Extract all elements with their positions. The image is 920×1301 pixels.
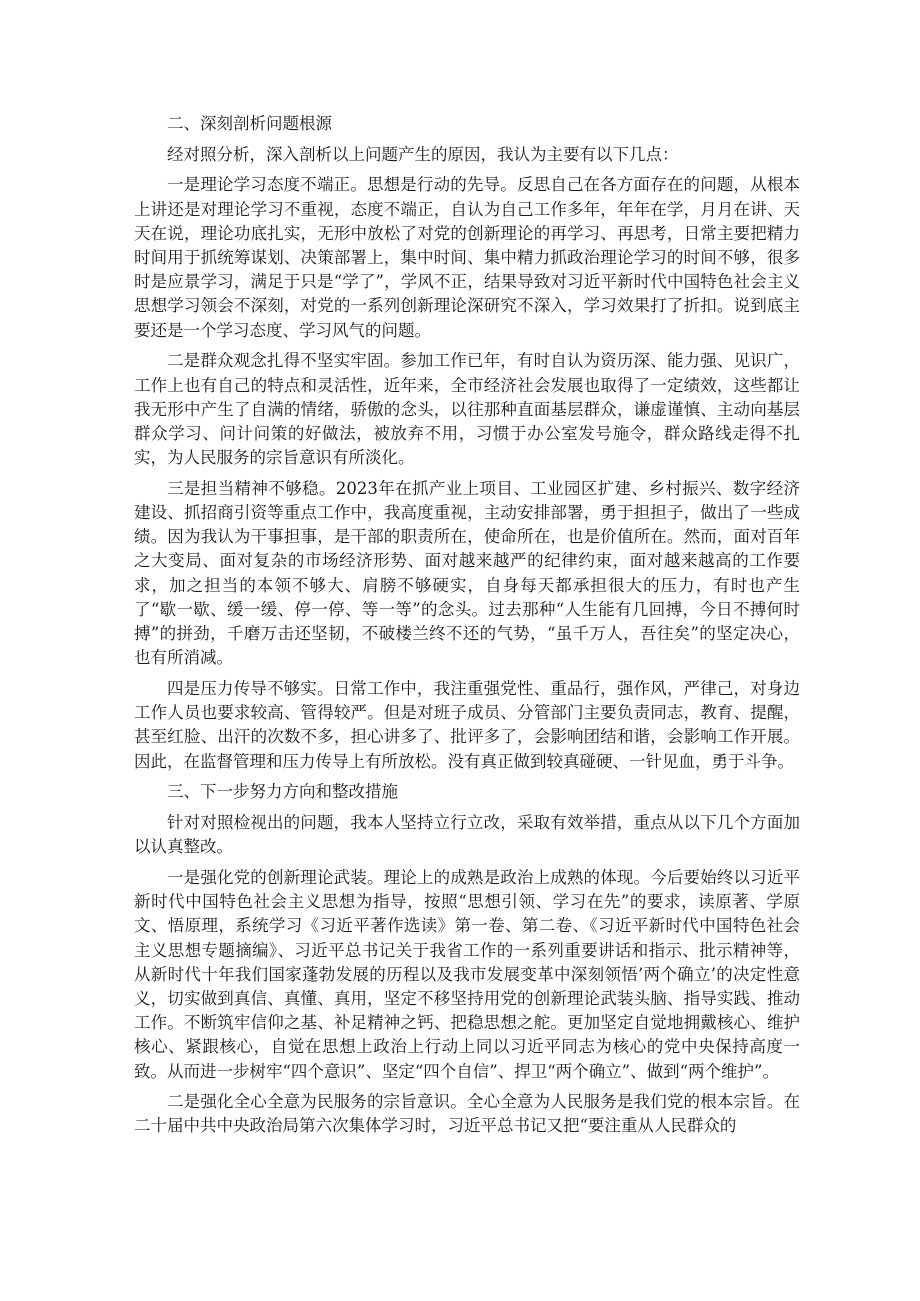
paragraph-cause-2: 二是群众观念扎得不坚实牢固。参加工作已年，有时自认为资历深、能力强、见识广，工作上也有自己的特点和灵活性，近年来，全市经济社会发展也取得了一定绩效，这些都让我无形中产生了自满的情绪，骄傲的念头，以往那种直面基层群众，谦虚谨慎、主动向基层群众学习、问计问策的好做法，被放弃不用，习惯于办公室发号施令，群众路线走得不扎实，为人民服务的宗旨意识有所淡化。 (134, 351, 800, 468)
section-heading-3: 三、下一步努力方向和整改措施 (167, 782, 398, 802)
section-heading-2: 二、深刻剖析问题根源 (167, 114, 332, 133)
paragraph-cause-4: 四是压力传导不够实。日常工作中，我注重强党性、重品行，强作风，严律己，对身边工作人员也要求较高、管得较严。但是对班子成员、分管部门主要负责同志，教育、提醒，甚至红脸、出汗的次数不多，担心讲多了、批评多了，会影响团结和谐，会影响工作开展。因此，在监督管理和压力传导上有所放松。没有真正做到较真碰硬、一针见血，勇于斗争。 (134, 678, 800, 771)
document-body (134, 112, 800, 1145)
paragraph-measures-intro: 针对对照检视出的问题，我本人坚持立行立改，采取有效举措，重点从以下几个方面加以认真整改。 (134, 812, 800, 857)
paragraph-intro: 经对照分析，深入剖析以上问题产生的原因，我认为主要有以下几点： (167, 144, 679, 164)
paragraph-cause-1: 一是理论学习态度不端正。思想是行动的先导。反思自己在各方面存在的问题，从根本上讲还是对理论学习不重视，态度不端正，自认为自己工作多年，年年在学，月月在讲、天天在说，理论功底扎实，无形中放松了对党的创新理论的再学习、再思考，日常主要把精力时间用于抓统筹谋划、决策部署上，集中时间、集中精力抓政治理论学习的时间不够，很多时是应景学习，满足于只是“学了”，学风不正，结果导致对习近平新时代中国特色社会主义思想学习领会不深刻，对党的一系列创新理论深研究不深入，学习效果打了折扣。说到底主要还是一个学习态度、学习风气的问题。 (134, 175, 800, 340)
paragraph-measure-2: 二是强化全心全意为民服务的宗旨意识。全心全意为人民服务是我们党的根本宗旨。在二十届中共中央政治局第六次集体学习时，习近平总书记又把“要注重从人民群众的 (134, 1092, 800, 1136)
paragraph-cause-3: 三是担当精神不够稳。2023年在抓产业上项目、工业园区扩建、乡村振兴、数字经济建设、抓招商引资等重点工作中，我高度重视，主动安排部署，勇于担担子，做出了一些成绩。因为我认为干事担事，是干部的职责所在，使命所在，也是价值所在。然而，面对百年之大变局、面对复杂的市场经济形势、面对越来越严的纪律约束，面对越来越高的工作要求，加之担当的本领不够大、肩膀不够硬实，自身每天都承担很大的压力，有时也产生了“歇一歇、缓一缓、停一停、等一等”的念头。过去那种“人生能有几回搏，今日不搏何时搏”的拼劲，千磨万击还坚韧，不破楼兰终不还的气势，“虽千万人，吾往矣”的坚定决心，也有所消减。 (134, 478, 800, 668)
paragraph-measure-1: 一是强化党的创新理论武装。理论上的成熟是政治上成熟的体现。今后要始终以习近平新时代中国特色社会主义思想为指导，按照“思想引领、学习在先”的要求，读原著、学原文、悟原理，系统学习《习近平著作选读》第一卷、第二卷、《习近平新时代中国特色社会主义思想专题摘编》、习近平总书记关于我省工作的一系列重要讲话和指示、批示精神等，从新时代十年我们国家蓬勃发展的历程以及我市发展变革中深刻领悟’两个确立’的决定性意义，切实做到真信、真懂、真用，坚定不移坚持用党的创新理论武装头脑、指导实践、推动工作。不断筑牢信仰之基、补足精神之钙、把稳思想之舵。更加坚定自觉地拥戴核心、维护核心、紧跟核心，自觉在思想上政治上行动上同以习近平同志为核心的党中央保持高度一致。从而进一步树牢“四个意识”、坚定“四个自信”、捍卫“两个确立”、做到“两个维护”。 (134, 867, 800, 1081)
